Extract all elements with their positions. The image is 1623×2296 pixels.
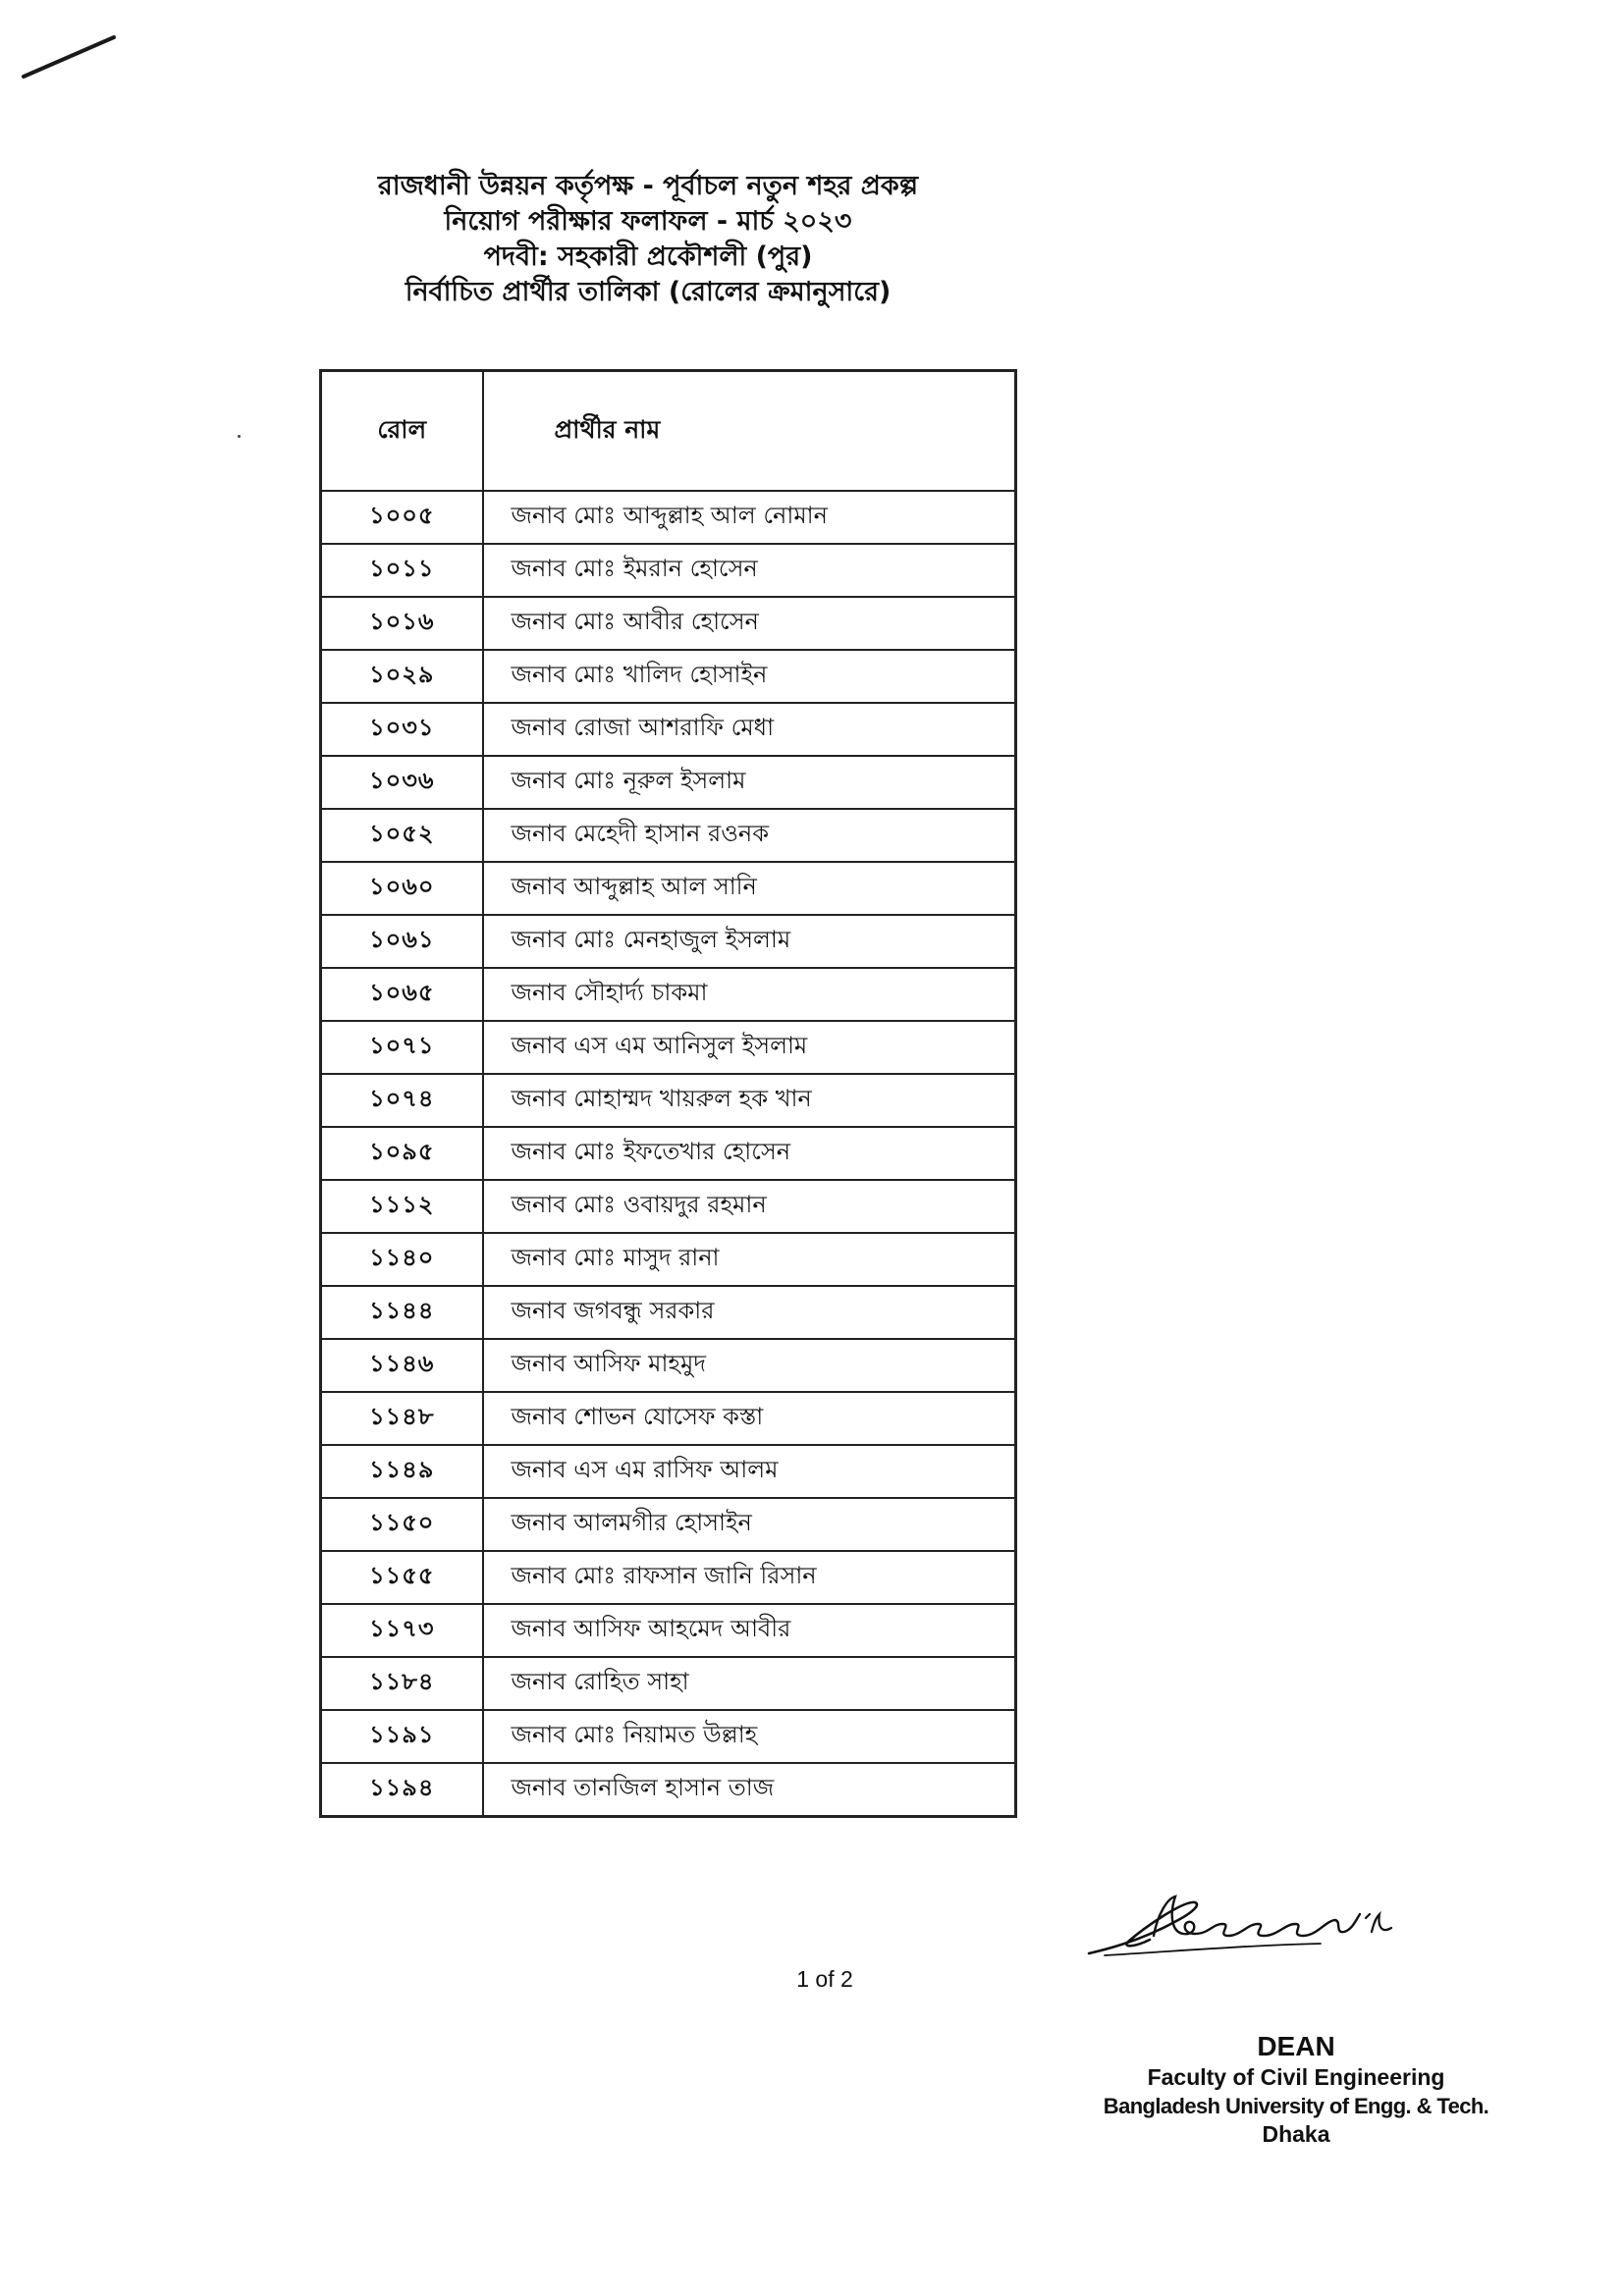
roll-number-cell: ১১৪৯ xyxy=(321,1445,483,1498)
table-row xyxy=(321,597,1016,650)
page-number: 1 of 2 xyxy=(796,1966,853,1992)
roll-number-cell: ১০৬১ xyxy=(321,915,483,968)
candidate-name-cell: জনাব আব্দুল্লাহ আল সানি xyxy=(483,862,1016,915)
pen-mark xyxy=(20,29,118,88)
candidate-name-cell: জনাব এস এম রাসিফ আলম xyxy=(483,1445,1016,1498)
table-row xyxy=(321,1339,1016,1392)
candidate-name-cell: জনাব রোহিত সাহা xyxy=(483,1657,1016,1710)
column-header-name: প্রার্থীর নাম xyxy=(483,371,1016,492)
signatory-block xyxy=(1100,2030,1492,2149)
column-header-roll: রোল xyxy=(321,371,483,492)
table-row xyxy=(321,491,1016,544)
candidate-name-cell: জনাব সৌহার্দ্য চাকমা xyxy=(483,968,1016,1021)
roll-number-cell: ১১৭৩ xyxy=(321,1604,483,1657)
roll-number-cell: ১১৫৫ xyxy=(321,1551,483,1604)
roll-number-cell: ১১১২ xyxy=(321,1180,483,1233)
roll-number-cell: ১১৮৪ xyxy=(321,1657,483,1710)
candidate-name-cell: জনাব জগবন্ধু সরকার xyxy=(483,1286,1016,1339)
candidate-name-cell: জনাব মোঃ মেনহাজুল ইসলাম xyxy=(483,915,1016,968)
roll-number-cell: ১১৫০ xyxy=(321,1498,483,1551)
roll-number-cell: ১১৪৪ xyxy=(321,1286,483,1339)
table-row xyxy=(321,1657,1016,1710)
signatory-city: Dhaka xyxy=(1262,2121,1330,2147)
roll-number-cell: ১১৪৬ xyxy=(321,1339,483,1392)
roll-number-cell: ১০৭৪ xyxy=(321,1074,483,1127)
candidate-name-cell: জনাব মোঃ খালিদ হোসাইন xyxy=(483,650,1016,703)
candidate-name-cell: জনাব মোঃ রাফসান জানি রিসান xyxy=(483,1551,1016,1604)
table-row xyxy=(321,1074,1016,1127)
table-row xyxy=(321,1763,1016,1817)
roll-number-cell: ১০১১ xyxy=(321,544,483,597)
candidate-name-cell: জনাব আলমগীর হোসাইন xyxy=(483,1498,1016,1551)
header-list-title: নির্বাচিত প্রার্থীর তালিকা (রোলের ক্রমানুসারে) xyxy=(405,277,892,307)
roll-number-cell: ১০৬৫ xyxy=(321,968,483,1021)
table-row xyxy=(321,862,1016,915)
header-exam-result: নিয়োগ পরীক্ষার ফলাফল - মার্চ ২০২৩ xyxy=(444,206,852,237)
table-row xyxy=(321,915,1016,968)
candidate-name-cell: জনাব মোঃ নূরুল ইসলাম xyxy=(483,756,1016,809)
signatory-faculty: Faculty of Civil Engineering xyxy=(1147,2064,1445,2090)
table-header-row xyxy=(321,371,1016,492)
candidate-name-cell: জনাব মোঃ আব্দুল্লাহ আল নোমান xyxy=(483,491,1016,544)
stray-dot xyxy=(238,435,241,438)
candidate-name-cell: জনাব তানজিল হাসান তাজ xyxy=(483,1763,1016,1817)
signature xyxy=(1085,1885,1429,1963)
roll-number-cell: ১০৭১ xyxy=(321,1021,483,1074)
signatory-title: DEAN xyxy=(1257,2031,1335,2061)
roll-number-cell: ১০২৯ xyxy=(321,650,483,703)
candidate-name-cell: জনাব মেহেদী হাসান রওনক xyxy=(483,809,1016,862)
header-post: পদবী: সহকারী প্রকৌশলী (পুর) xyxy=(483,241,813,272)
candidate-name-cell: জনাব আসিফ আহমেদ আবীর xyxy=(483,1604,1016,1657)
table-row xyxy=(321,1392,1016,1445)
table-row xyxy=(321,1445,1016,1498)
candidate-name-cell: জনাব মোঃ মাসুদ রানা xyxy=(483,1233,1016,1286)
candidate-name-cell: জনাব মোহাম্মদ খায়রুল হক খান xyxy=(483,1074,1016,1127)
signatory-university: Bangladesh University of Engg. & Tech. xyxy=(1103,2094,1489,2118)
table-row xyxy=(321,1286,1016,1339)
table-body xyxy=(321,491,1016,1817)
roll-number-cell: ১০৫২ xyxy=(321,809,483,862)
candidate-name-cell: জনাব মোঃ নিয়ামত উল্লাহ xyxy=(483,1710,1016,1763)
table-row xyxy=(321,1498,1016,1551)
roll-number-cell: ১০১৬ xyxy=(321,597,483,650)
roll-number-cell: ১০৩১ xyxy=(321,703,483,756)
roll-number-cell: ১০৯৫ xyxy=(321,1127,483,1180)
document-header xyxy=(324,169,972,310)
roll-number-cell: ১০৬০ xyxy=(321,862,483,915)
table-row xyxy=(321,968,1016,1021)
candidate-name-cell: জনাব রোজা আশরাফি মেধা xyxy=(483,703,1016,756)
roll-number-cell: ১০৩৬ xyxy=(321,756,483,809)
candidate-name-cell: জনাব মোঃ ইমরান হোসেন xyxy=(483,544,1016,597)
table-row xyxy=(321,1180,1016,1233)
header-authority: রাজধানী উন্নয়ন কর্তৃপক্ষ - পূর্বাচল নতুন শহর প্রকল্প xyxy=(377,171,919,201)
candidate-name-cell: জনাব আসিফ মাহমুদ xyxy=(483,1339,1016,1392)
table-row xyxy=(321,1233,1016,1286)
table-row xyxy=(321,703,1016,756)
candidate-name-cell: জনাব মোঃ ওবায়দুর রহমান xyxy=(483,1180,1016,1233)
table-row xyxy=(321,756,1016,809)
table-row xyxy=(321,809,1016,862)
roll-number-cell: ১১৪০ xyxy=(321,1233,483,1286)
table-row xyxy=(321,1551,1016,1604)
roll-number-cell: ১১৪৮ xyxy=(321,1392,483,1445)
table-row xyxy=(321,544,1016,597)
table-row xyxy=(321,1710,1016,1763)
table-row xyxy=(321,650,1016,703)
selected-candidates-table xyxy=(319,369,1017,1818)
candidate-name-cell: জনাব মোঃ ইফতেখার হোসেন xyxy=(483,1127,1016,1180)
roll-number-cell: ১১৯৪ xyxy=(321,1763,483,1817)
roll-number-cell: ১১৯১ xyxy=(321,1710,483,1763)
table-row xyxy=(321,1021,1016,1074)
candidate-name-cell: জনাব এস এম আনিসুল ইসলাম xyxy=(483,1021,1016,1074)
candidate-name-cell: জনাব মোঃ আবীর হোসেন xyxy=(483,597,1016,650)
roll-number-cell: ১০০৫ xyxy=(321,491,483,544)
table-row xyxy=(321,1604,1016,1657)
table-row xyxy=(321,1127,1016,1180)
candidate-name-cell: জনাব শোভন যোসেফ কস্তা xyxy=(483,1392,1016,1445)
